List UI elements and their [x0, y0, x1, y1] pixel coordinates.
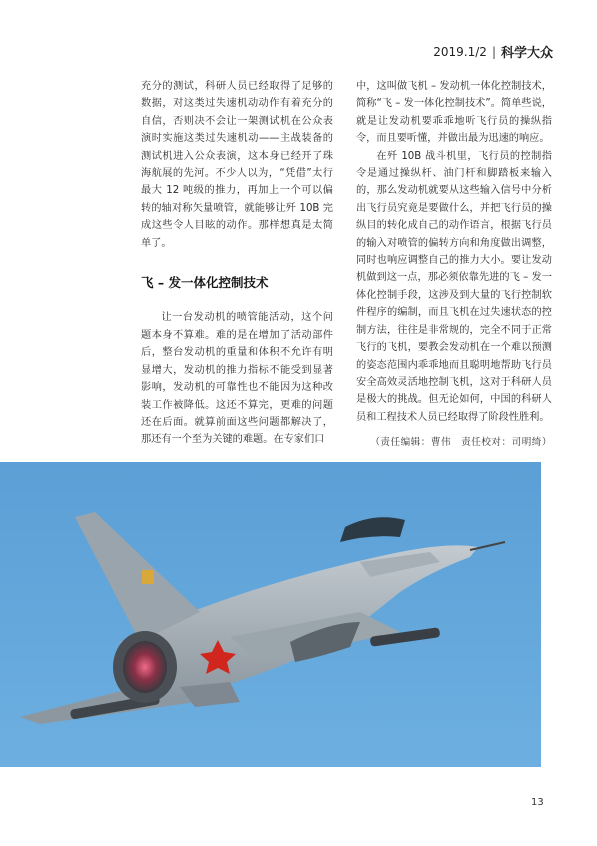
editor-credit: （责任编辑：曹伟 责任校对：司明绮） — [370, 437, 552, 449]
page-number: 13 — [531, 797, 544, 808]
left-paragraph-2: 让一台发动机的喷管能活动，这个问题本身不算难。难的是在增加了活动部件后，整台发动机的重量和体积不允许有明显增大，发动机的推力指标不能受到显著影响，发动机的可靠性也不能因为这种改装工作被降低。这还不算完，更难的问题还在后面。就算前面这些问题都解决了，那还有一个至为关键的难题。在专家们口 — [141, 312, 333, 446]
issue-date: 2019.1/2 — [433, 44, 487, 59]
header-separator: | — [491, 44, 496, 59]
magazine-logo: 科学大众 — [500, 46, 553, 61]
left-paragraph-1: 充分的测试，科研人员已经取得了足够的数据，对这类过失速机动动作有着充分的自信，否则决不会让一架测试机在公众表演时实施这类过失速机动——主战装备的测试机进入公众表演，这本身已经开了珠海航展的先河。不少人以为，“凭借”太行最大 12 吨级的推力，再加上一个可以偏转的轴对称矢量喷管，就能够让歼 10B 完成这些令人目眩的动作。那样想真是太简单了。 — [141, 81, 333, 249]
fighter-jet-photo — [0, 462, 541, 767]
left-column — [141, 78, 333, 449]
page-header — [433, 42, 553, 61]
section-title: 飞 – 发一体化控制技术 — [141, 275, 269, 291]
tail-emblem — [142, 570, 154, 584]
engine-nozzle-inner — [123, 641, 167, 693]
right-paragraph-1: 中，这叫做飞机 – 发动机一体化控制技术，简称“飞 – 发一体化控制技术”。简单些说，就是让发动机要乖乖地听飞行员的操纵指令，而且要听懂，并做出最为迅速的响应。 — [356, 81, 552, 145]
right-paragraph-2: 在歼 10B 战斗机里，飞行员的控制指令是通过操纵杆、油门杆和脚踏板来输入的，那么发动机就要从这些输入信号中分析出飞行员究竟是要做什么，并把飞行员的操纵目的转化成自己的动作语言，根据飞行员的输入对喷管的偏转方向和角度做出调整，同时也响应调整自己的推力大小。要让发动机做到这一点，那必须依靠先进的飞 – 发一体化控制手段，这涉及到大量的飞行控制软件程序的编制，而且飞机在过失速状态的控制方法，往往是非常规的，完全不同于正常飞行的飞机，要教会发动机在一个难以预测的姿态范围内乖乖地而且聪明地帮助飞行员安全高效灵活地控制飞机，这对于科研人员是极大的挑战。但无论如何，中国的科研人员和工程技术人员已经取得了阶段性胜利。 — [356, 150, 552, 423]
right-column — [356, 78, 552, 452]
